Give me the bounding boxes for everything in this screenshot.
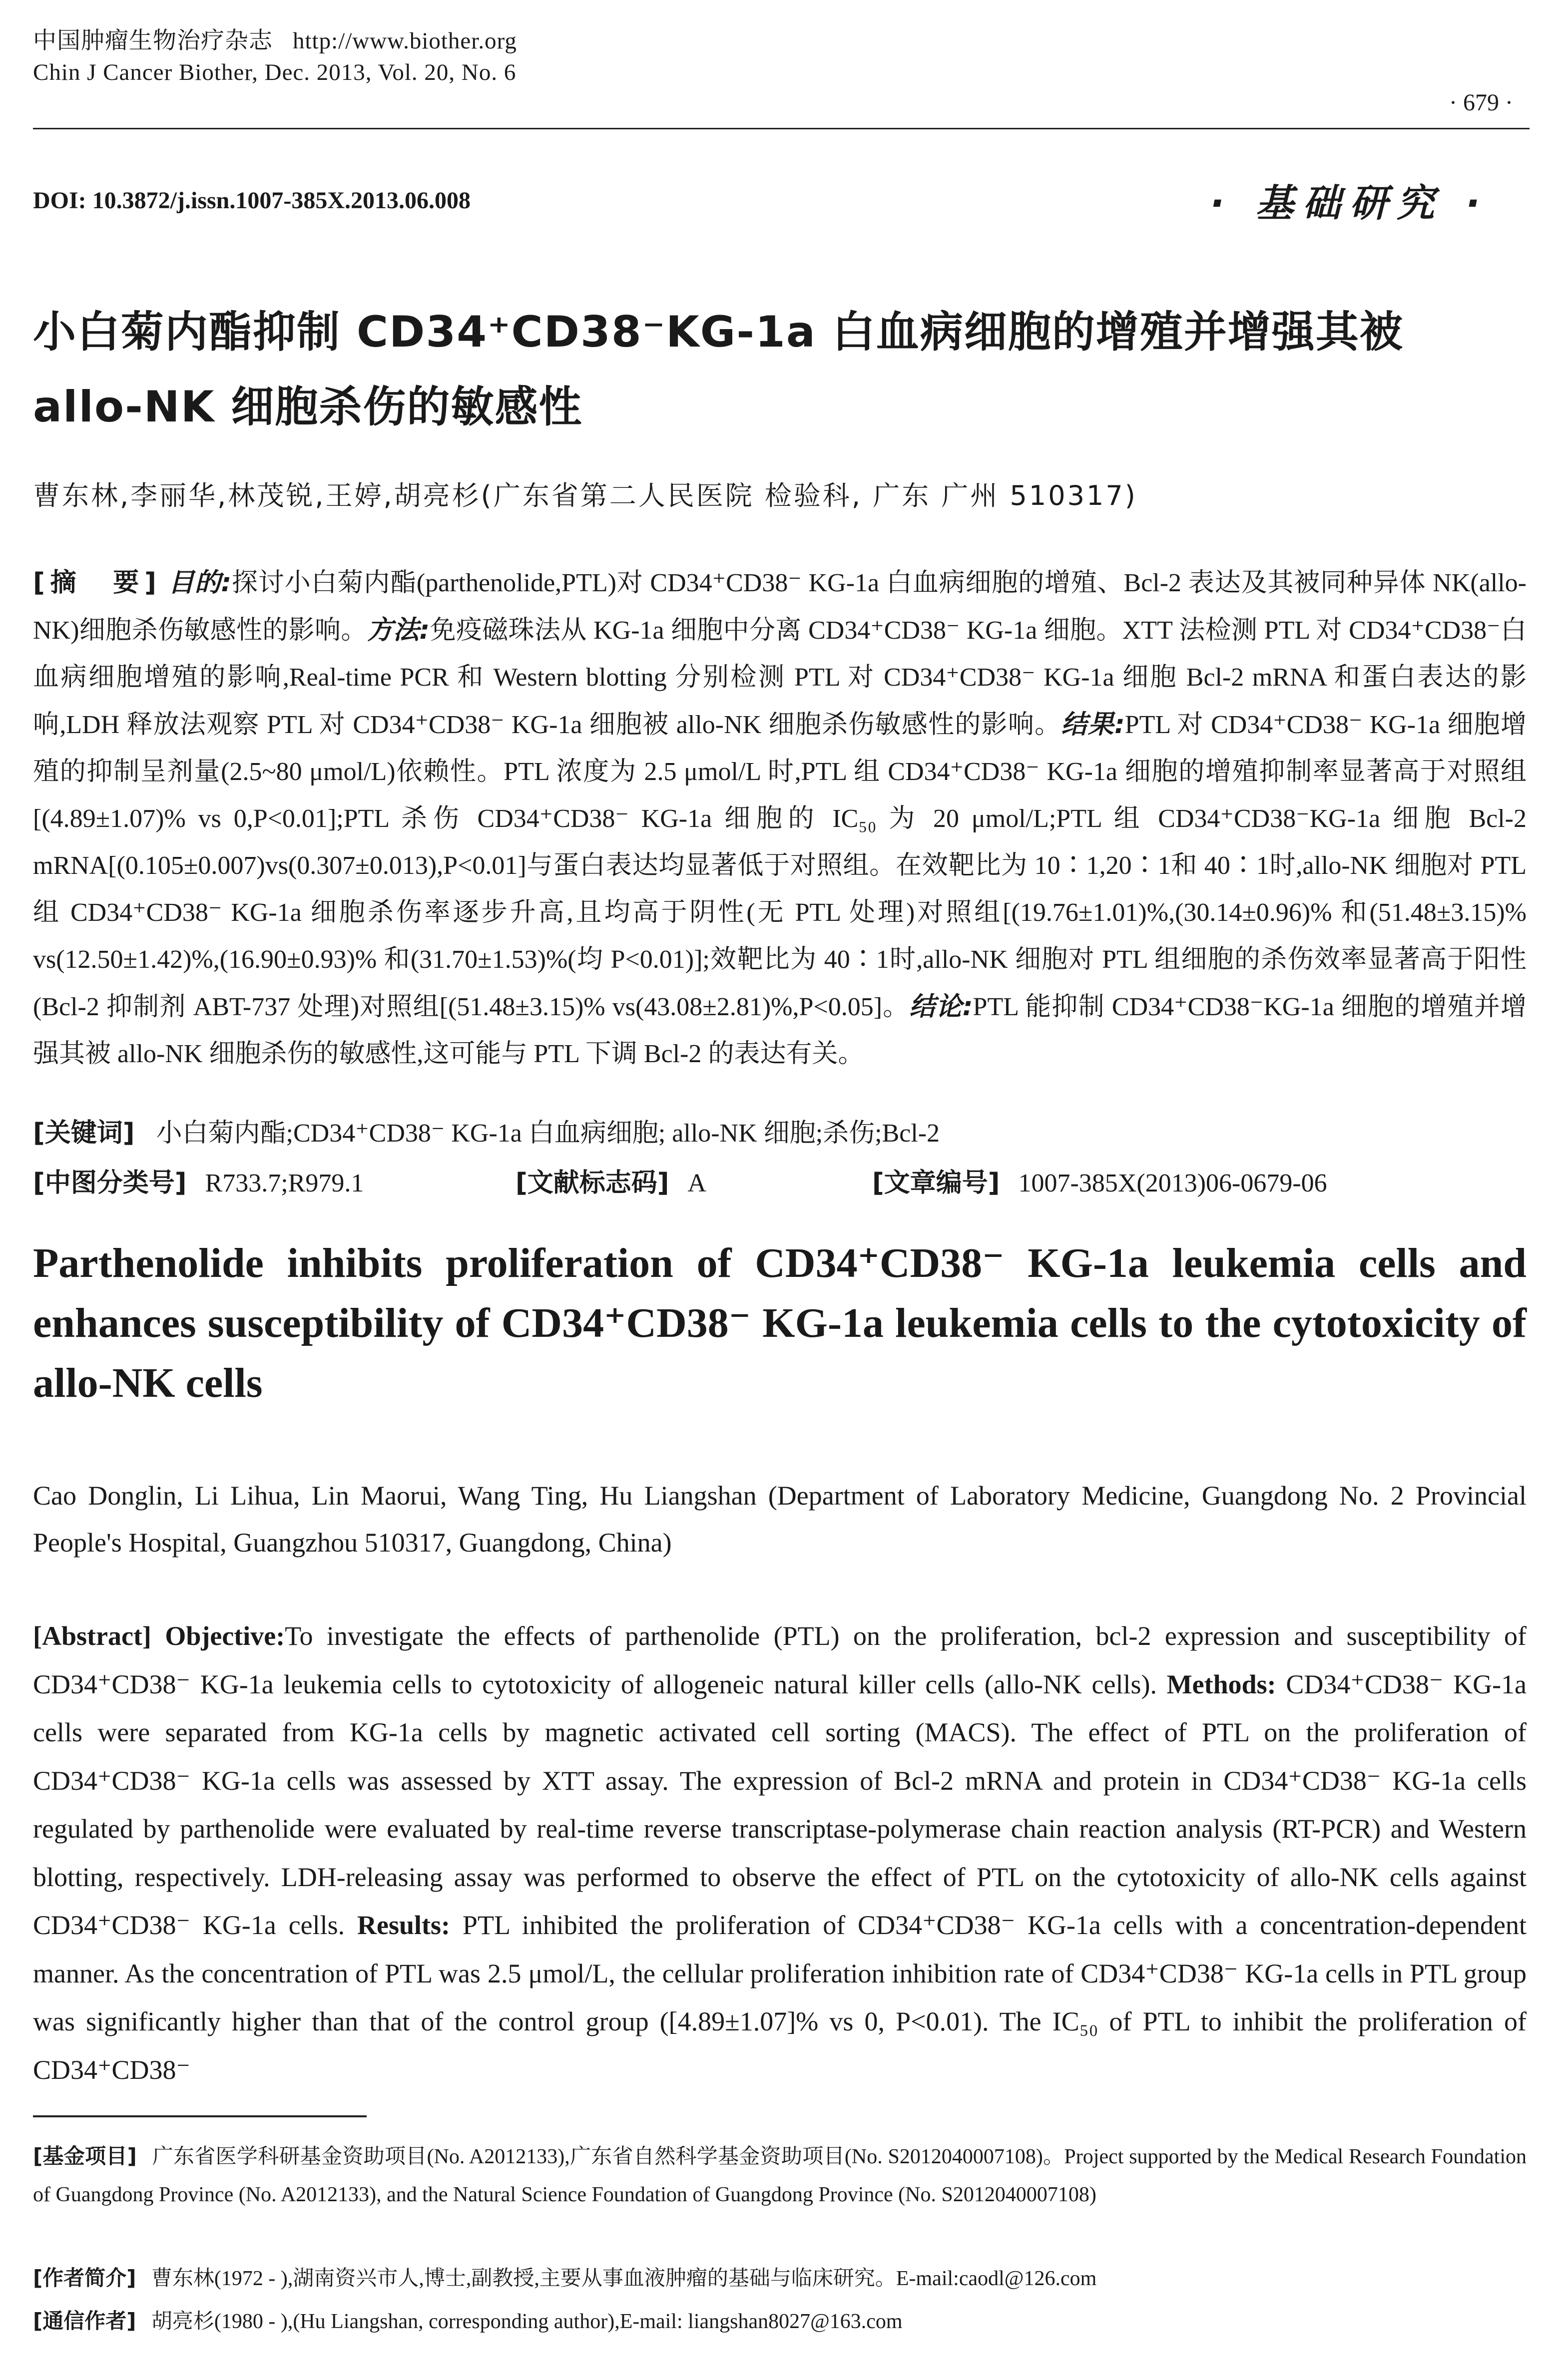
fund-tag: [基金项目] — [33, 2144, 137, 2168]
clc-tag: [中图分类号] — [33, 1168, 187, 1198]
journal-header-cn — [33, 22, 517, 55]
keywords-text: 小白菊内酯;CD34⁺CD38⁻ KG-1a 白血病细胞; allo-NK 细胞;杀伤;Bcl-2 — [156, 1119, 940, 1148]
article-title-cn: 小白菊内酯抑制 CD34⁺CD38⁻KG-1a 白血病细胞的增殖并增强其被 allo-NK 细胞杀伤的敏感性 — [33, 307, 1404, 432]
keywords — [33, 1112, 940, 1149]
objective-label-en: Objective: — [165, 1621, 285, 1651]
journal-header-en: Chin J Cancer Biother, Dec. 2013, Vol. 20, No. 6 — [33, 59, 517, 85]
classification-row — [33, 1162, 1327, 1199]
methods-cn: 免疫磁珠法从 KG-1a 细胞中分离 CD34⁺CD38⁻ KG-1a 细胞。XTT 法检测 PTL 对 CD34⁺CD38⁻白血病细胞增殖的影响,Real-time PCR 和 Western blotting 分别检测 PTL 对 CD34⁺CD38⁻ KG-1a 细胞 Bcl-2 mRNA 和蛋白表达的影响,LDH 释放法观察 PTL 对 CD34⁺CD38⁻ KG-1a 细胞被 allo-NK 细胞杀伤敏感性的影响。 — [33, 616, 1527, 739]
objective-cn: 探讨小白菊内酯(parthenolide,PTL)对 CD34⁺CD38⁻ KG-1a 白血病细胞的增殖、Bcl-2 表达及其被同种异体 NK(allo-NK)细胞杀伤敏感性的影响。 — [33, 569, 1527, 645]
corr-tag: [通信作者] — [33, 2309, 136, 2333]
article-id-tag: [文章编号] — [872, 1168, 1000, 1198]
results-label-en: Results: — [357, 1910, 451, 1940]
footnote-corresponding — [33, 2302, 1527, 2341]
conclusion-cn: PTL 能抑制 CD34⁺CD38⁻KG-1a 细胞的增殖并增强其被 allo-NK 细胞杀伤的敏感性,这可能与 PTL 下调 Bcl-2 的表达有关。 — [33, 993, 1527, 1068]
clc-group — [33, 1162, 516, 1199]
footnote-divider — [33, 2115, 367, 2117]
article-id-group — [872, 1162, 1327, 1199]
header-divider — [33, 128, 1530, 129]
doc-code-value: A — [687, 1169, 707, 1197]
results-cn: PTL 对 CD34⁺CD38⁻ KG-1a 细胞增殖的抑制呈剂量(2.5~80 μmol/L)依赖性。PTL 浓度为 2.5 μmol/L 时,PTL 组 CD34⁺CD38⁻ KG-1a 细胞的增殖抑制率显著高于对照组[(4.89±1.07)% vs 0,P<0.01];PTL 杀伤 CD34⁺CD38⁻ KG-1a 细胞的 IC₅₀ 为 20 μmol/L;PTL 组 CD34⁺CD38⁻KG-1a 细胞 Bcl-2 mRNA[(0.105±0.007)vs(0.307±0.013),P<0.01]与蛋白表达均显著低于对照组。在效靶比为 10∶1,20∶1和 40∶1时,allo-NK 细胞对 PTL 组 CD34⁺CD38⁻ KG-1a 细胞杀伤率逐步升高,且均高于阴性(无 PTL 处理)对照组[(19.76±1.01)%,(30.14±0.96)% 和(51.48±3.15)% vs(12.50±1.42)%,(16.90±0.93)% 和(31.70±1.53)%(均 P<0.01)];效靶比为 40∶1时,allo-NK 细胞对 PTL 组细胞的杀伤效率显著高于阳性(Bcl-2 抑制剂 ABT-737 处理)对照组[(51.48±3.15)% vs(43.08±2.81)%,P<0.05]。 — [33, 711, 1527, 1021]
abstract-tag-en: [Abstract] — [33, 1621, 151, 1651]
article-title-en: Parthenolide inhibits proliferation of CD34⁺CD38⁻ KG-1a leukemia cells and enhances susceptibility of CD34⁺CD38⁻ KG-1a leukemia cells to the cytotoxicity of allo-NK cells — [33, 1240, 1527, 1406]
footnote-fund — [33, 2137, 1527, 2214]
objective-en: To investigate the effects of parthenolide (PTL) on the proliferation, bcl-2 expression and susceptibility of CD34⁺CD38⁻ KG-1a leukemia cells to cytotoxicity of allogeneic natural killer cells (allo-NK cells). — [33, 1621, 1527, 1699]
doc-code-group — [516, 1162, 872, 1199]
article-id-value: 1007-385X(2013)06-0679-06 — [1018, 1169, 1327, 1197]
column-name: · 基础研究 · — [1210, 181, 1489, 225]
author-text: 曹东林(1972 - ),湖南资兴市人,博士,副教授,主要从事血液肿瘤的基础与临床研究。E-mail:caodl@126.com — [151, 2267, 1097, 2290]
clc-value: R733.7;R979.1 — [205, 1169, 364, 1197]
journal-name-cn: 中国肿瘤生物治疗杂志 — [33, 28, 273, 54]
objective-label-cn: 目的: — [168, 568, 232, 598]
abstract-en — [33, 1612, 1527, 2094]
doi: DOI: 10.3872/j.issn.1007-385X.2013.06.008 — [33, 187, 471, 214]
fund-text: 广东省医学科研基金资助项目(No. A2012133),广东省自然科学基金资助项目(No. S2012040007108)。Project supported by the Medical Research Foundation of Guangdong Province (No. A2012133), and the Natural Science Foundation of Guangdong Province (No. S2012040007108) — [33, 2145, 1527, 2206]
page-number: · 679 · — [1449, 89, 1513, 116]
footnote-author — [33, 2259, 1527, 2298]
corr-text: 胡亮杉(1980 - ),(Hu Liangshan, corresponding author),E-mail: liangshan8027@163.com — [151, 2310, 903, 2333]
conclusion-label-cn: 结论: — [909, 992, 973, 1022]
results-en: PTL inhibited the proliferation of CD34⁺CD38⁻ KG-1a cells with a concentration-dependent manner. As the concentration of PTL was 2.5 μmol/L, the cellular proliferation inhibition rate of CD34⁺CD38⁻ KG-1a cells in PTL group was significantly higher than that of the control group ([4.89±1.07]% vs 0, P<0.01). The IC₅₀ of PTL to inhibit the proliferation of CD34⁺CD38⁻ — [33, 1910, 1527, 2085]
author-tag: [作者简介] — [33, 2266, 136, 2290]
abstract-cn — [33, 559, 1527, 1078]
results-label-cn: 结果: — [1061, 710, 1125, 740]
methods-en: CD34⁺CD38⁻ KG-1a cells were separated from KG-1a cells by magnetic activated cell sorting (MACS). The effect of PTL on the proliferation of CD34⁺CD38⁻ KG-1a cells was assessed by XTT assay. The expression of Bcl-2 mRNA and protein in CD34⁺CD38⁻ KG-1a cells regulated by parthenolide were evaluated by real-time reverse transcriptase-polymerase chain reaction analysis (RT-PCR) and Western blotting, respectively. LDH-releasing assay was performed to observe the effect of PTL on the cytotoxicity of allo-NK cells against CD34⁺CD38⁻ KG-1a cells. — [33, 1669, 1527, 1940]
methods-label-cn: 方法: — [367, 615, 430, 645]
keywords-tag: [关键词] — [33, 1118, 135, 1148]
authors-cn: 曹东林,李丽华,林茂锐,王婷,胡亮杉(广东省第二人民医院 检验科, 广东 广州 510317) — [33, 480, 1137, 511]
abstract-tag-cn: [摘 要] — [33, 568, 161, 598]
methods-label-en: Methods: — [1166, 1669, 1276, 1699]
doc-code-tag: [文献标志码] — [516, 1168, 669, 1198]
journal-url[interactable]: http://www.biother.org — [293, 28, 517, 54]
authors-en: Cao Donglin, Li Lihua, Lin Maorui, Wang Ting, Hu Liangshan (Department of Laboratory Medicine, Guangdong No. 2 Provincial People's Hospital, Guangzhou 510317, Guangdong, China) — [33, 1481, 1527, 1558]
